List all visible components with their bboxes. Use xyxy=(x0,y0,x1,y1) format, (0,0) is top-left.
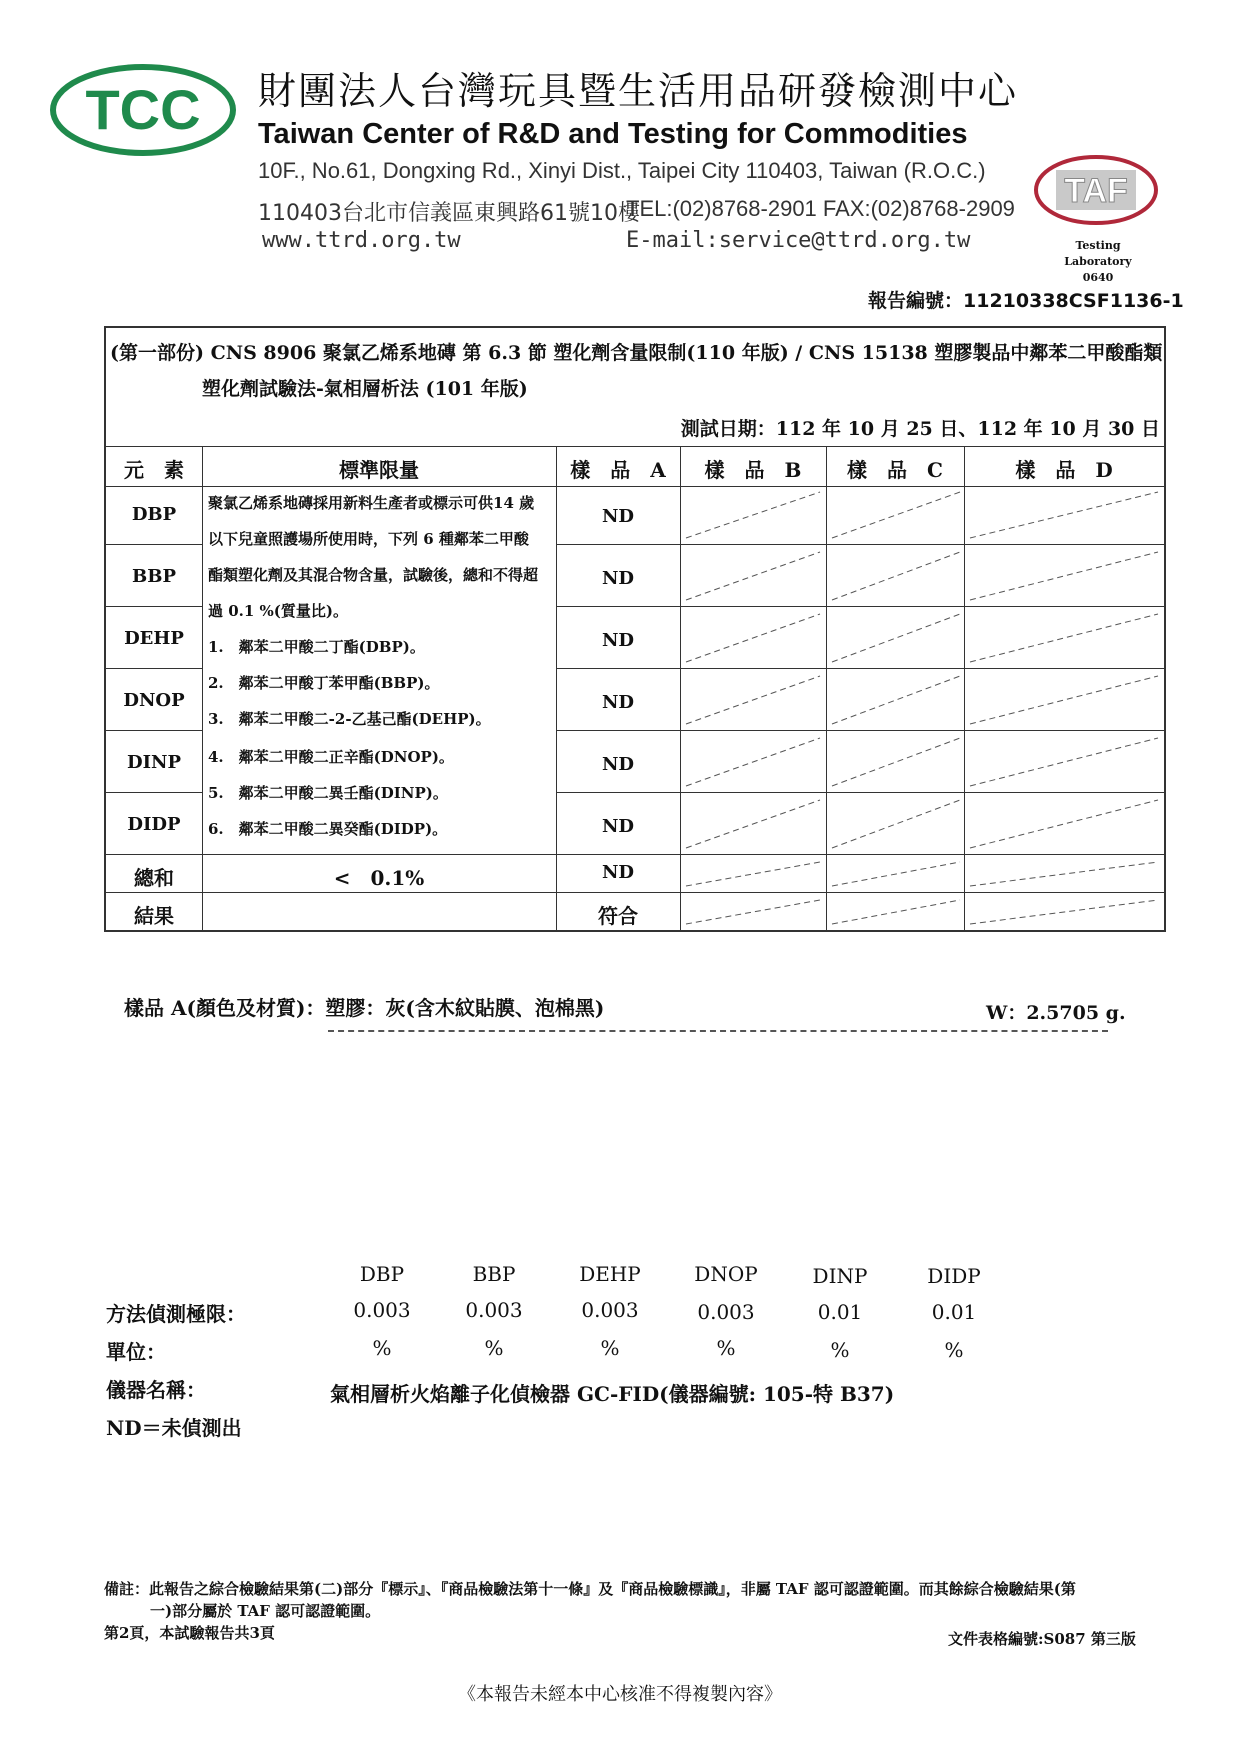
standard-line: 5. 鄰苯二甲酸二異壬酯(DINP)。 xyxy=(208,784,448,802)
limit-header-dehp: DEHP xyxy=(579,1262,641,1286)
address-cn: 110403台北市信義區東興路61號10樓 xyxy=(258,201,640,226)
sample-underline xyxy=(328,1030,1108,1032)
detection-limit-dinp: 0.01 xyxy=(817,1300,863,1324)
unit-didp: % xyxy=(944,1338,964,1362)
total-a: ND xyxy=(601,862,635,883)
org-name-en: Taiwan Center of R&D and Testing for Commodities xyxy=(258,118,968,150)
total-label: 總和 xyxy=(134,866,174,890)
copyright-note: 《本報告未經本中心核准不得複製內容》 xyxy=(458,1684,782,1705)
element-dehp: DEHP xyxy=(124,628,184,649)
element-dbp: DBP xyxy=(131,504,177,525)
standard-line: 過 0.1 %(質量比)。 xyxy=(208,602,348,620)
tel-fax: TEL:(02)8768-2901 FAX:(02)8768-2909 xyxy=(626,196,1015,221)
email: E-mail:service@ttrd.org.tw xyxy=(626,228,971,253)
unit-bbp: % xyxy=(484,1336,504,1360)
org-name-cn: 財團法人台灣玩具暨生活用品研發檢測中心 xyxy=(258,69,1019,113)
result-a-dbp: ND xyxy=(601,506,635,527)
unit-label: 單位： xyxy=(106,1340,166,1364)
remark-line1: 備註：此報告之綜合檢驗結果第(二)部分『標示』、『商品檢驗法第十一條』及『商品檢驗標識』，非屬 TAF 認可認證範圍。而其餘綜合檢驗結果(第 xyxy=(104,1580,1076,1598)
element-bbp: BBP xyxy=(132,566,176,587)
taf-logo xyxy=(1032,152,1160,228)
unit-dinp: % xyxy=(830,1338,850,1362)
col-header-sample-d: 樣 品 D xyxy=(1015,458,1113,482)
col-header-element: 元 素 xyxy=(124,458,184,482)
result-a-dehp: ND xyxy=(601,630,635,651)
col-header-sample-a: 樣 品 A xyxy=(570,458,666,482)
result-a-dinp: ND xyxy=(601,754,635,775)
taf-number: 0640 xyxy=(1082,271,1114,284)
instrument-label: 儀器名稱： xyxy=(106,1378,206,1402)
standard-line: 酯類塑化劑及其混合物含量，試驗後，總和不得超 xyxy=(208,566,539,584)
element-dnop: DNOP xyxy=(123,690,185,711)
unit-dbp: % xyxy=(372,1336,392,1360)
result-a-didp: ND xyxy=(601,816,635,837)
tcc-logo xyxy=(48,62,238,158)
limit-header-dinp: DINP xyxy=(812,1264,868,1288)
element-dinp: DINP xyxy=(126,752,182,773)
standard-line: 聚氯乙烯系地磚採用新料生產者或標示可供14 歲 xyxy=(208,494,535,512)
unit-dehp: % xyxy=(600,1336,620,1360)
element-didp: DIDP xyxy=(127,814,181,835)
table-title-line2: 塑化劑試驗法-氣相層析法 (101 年版) xyxy=(202,378,528,400)
detection-limit-dbp: 0.003 xyxy=(353,1298,411,1322)
limit-header-dbp: DBP xyxy=(359,1262,405,1286)
col-header-standard: 標準限量 xyxy=(339,458,419,482)
unit-dnop: % xyxy=(716,1336,736,1360)
standard-line: 3. 鄰苯二甲酸二-2-乙基己酯(DEHP)。 xyxy=(208,710,491,728)
test-date: 測試日期：112 年 10 月 25 日、112 年 10 月 30 日 xyxy=(680,418,1160,440)
table-title-line1: (第一部份) CNS 8906 聚氯乙烯系地磚 第 6.3 節 塑化劑含量限制(110 年版) / CNS 15138 塑膠製品中鄰苯二甲酸酯類 xyxy=(110,342,1163,364)
tcc-logo-text: TCC xyxy=(85,78,201,141)
sample-description: 樣品 A(顏色及材質)：塑膠：灰(含木紋貼膜、泡棉黑) xyxy=(124,996,605,1020)
limit-header-dnop: DNOP xyxy=(694,1262,758,1286)
standard-line: 以下兒童照護場所使用時，下列 6 種鄰苯二甲酸 xyxy=(208,530,529,548)
form-number: 文件表格編號:S087 第三版 xyxy=(948,1630,1136,1648)
website: www.ttrd.org.tw xyxy=(262,228,461,253)
sample-weight: W：2.5705 g. xyxy=(986,1002,1126,1024)
standard-line: 4. 鄰苯二甲酸二正辛酯(DNOP)。 xyxy=(208,748,454,766)
unused-columns-strike xyxy=(680,486,1164,930)
standard-line: 6. 鄰苯二甲酸二異癸酯(DIDP)。 xyxy=(208,820,448,838)
results-table xyxy=(104,326,1166,932)
col-header-sample-b: 樣 品 B xyxy=(704,458,802,482)
page-info: 第2頁，本試驗報告共3頁 xyxy=(104,1624,275,1642)
limit-header-bbp: BBP xyxy=(472,1262,516,1286)
detection-limit-didp: 0.01 xyxy=(931,1300,977,1324)
col-header-sample-c: 樣 品 C xyxy=(847,458,943,482)
taf-logo-text: TAF xyxy=(1064,172,1128,210)
nd-note: ND＝未偵測出 xyxy=(106,1416,242,1440)
remark-line2: 一)部分屬於 TAF 認可認證範圍。 xyxy=(150,1602,381,1620)
report-number: 報告編號：11210338CSF1136-1 xyxy=(868,290,1184,312)
standard-line: 2. 鄰苯二甲酸丁苯甲酯(BBP)。 xyxy=(208,674,440,692)
detection-limit-label: 方法偵測極限： xyxy=(106,1302,246,1326)
detection-limit-bbp: 0.003 xyxy=(465,1298,523,1322)
result-a-dnop: ND xyxy=(601,692,635,713)
limit-header-didp: DIDP xyxy=(927,1264,981,1288)
detection-limit-dnop: 0.003 xyxy=(697,1300,755,1324)
detection-limit-dehp: 0.003 xyxy=(581,1298,639,1322)
result-a: 符合 xyxy=(598,904,638,928)
taf-caption: Testing Laboratory xyxy=(1064,239,1132,268)
standard-line: 1. 鄰苯二甲酸二丁酯(DBP)。 xyxy=(208,638,425,656)
address-en: 10F., No.61, Dongxing Rd., Xinyi Dist., Taipei City 110403, Taiwan (R.O.C.) xyxy=(258,158,986,183)
result-a-bbp: ND xyxy=(601,568,635,589)
instrument-value: 氣相層析火焰離子化偵檢器 GC-FID(儀器編號: 105-特 B37) xyxy=(330,1382,895,1406)
result-label: 結果 xyxy=(134,904,174,928)
total-limit: < 0.1% xyxy=(333,866,425,890)
